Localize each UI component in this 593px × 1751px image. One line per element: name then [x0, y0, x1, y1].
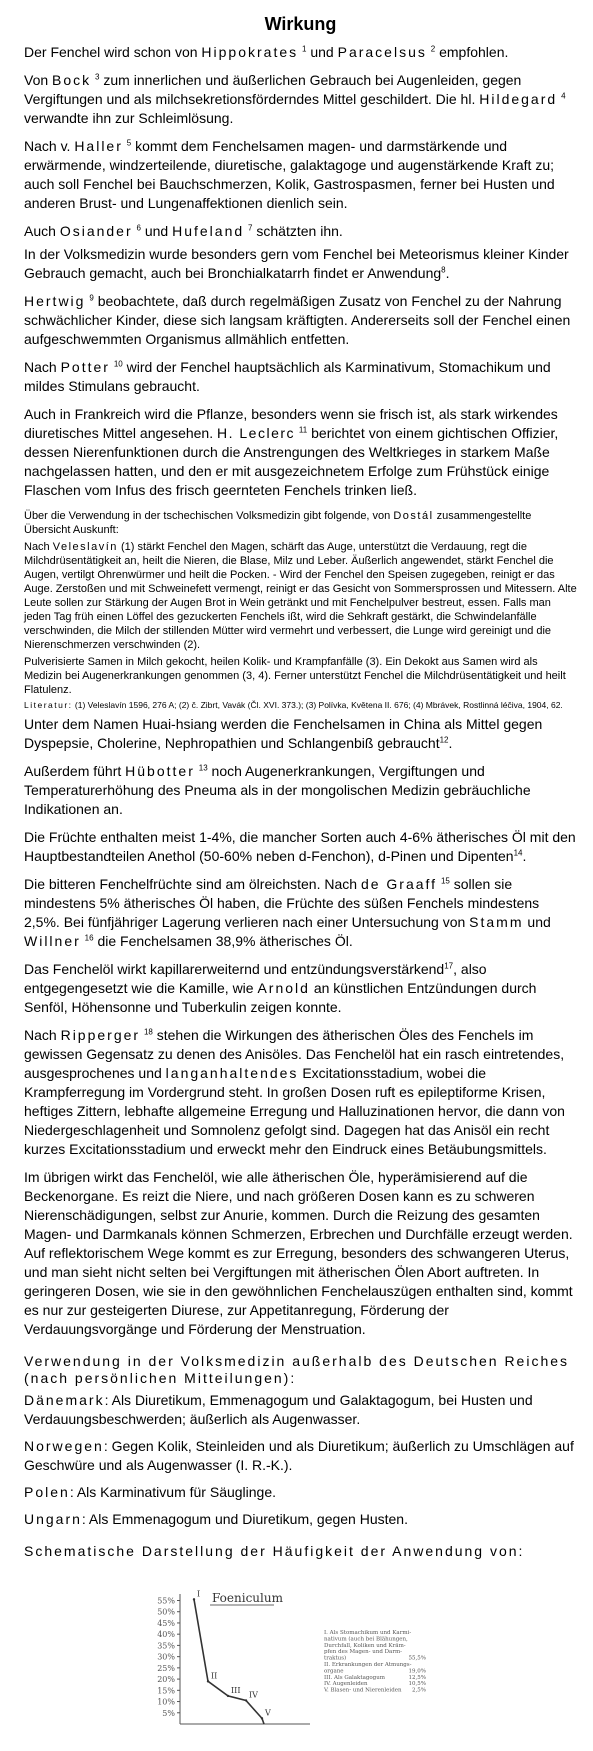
chart-y-tick-label: 5% — [162, 1708, 175, 1718]
chart-y-tick-label: 15% — [157, 1686, 175, 1696]
paragraph-9: Unter dem Namen Huai-hsiang werden die Fenchelsamen in China als Mittel gegen Dyspepsie, Cholerine, Nephropathien und Schlangenbiß gebraucht$^{12}$. — [24, 716, 543, 751]
chart-point-label: III — [231, 1685, 241, 1695]
chart-legend-line: pfen des Magen- und Darm- — [324, 1649, 403, 1656]
country-entry-hungary: Ungarn: Als Emmenagogum und Diuretikum, gegen Husten. — [24, 1511, 408, 1527]
paragraph-11: Die Früchte enthalten meist 1-4%, die mancher Sorten auch 4-6% ätherisches Öl mit den Hauptbestandteilen Anethol (50-60% neben d-Fenchon), d-Pinen und Dipenten$^{14}$. — [24, 829, 576, 864]
chart-legend-line: I. Als Stomachikum und Karmi- — [324, 1630, 412, 1636]
paragraph-8: Auch in Frankreich wird die Pflanze, besonders wenn sie frisch ist, als stark wirkendes diuretisches Mittel angesehen. H. Leclerc $^{11}$ berichtet von einem gichtischen Offizier, dessen Nierenfunktionen durch die Anstrengungen des Weltkrieges in starkem Maße nachgelassen hatten, und den er mit ausgezeichnetem Erfolge zum Frühstück einige Flaschen vom Infus des frisch geernteten Fenchels trinken ließ. — [24, 406, 559, 498]
country-entry-norway: Norwegen: Gegen Kolik, Steinleiden und als Diuretikum; äußerlich zu Umschlägen auf Geschwüre und als Augenwasser (I. R.-K.). — [24, 1438, 574, 1473]
chart-point-label: I — [197, 1589, 201, 1599]
chart-point — [227, 1695, 229, 1697]
czech-intro: Über die Verwendung in der tschechischen Volksmedizin gibt folgende, von Dostál zusammengestellte Übersicht Auskunft: — [24, 510, 532, 536]
chart-legend-value: 10,5% — [408, 1681, 426, 1688]
czech-paragraph-2: Pulverisierte Samen in Milch gekocht, heilen Kolik- und Krampfanfälle (3). Ein Dekokt aus Samen wird als Medizin bei Augenerkrankungen genommen (3, 4). Ferner unterstützt Fenchel die Milchdrüsentätigkeit und heilt Flatulenz. — [24, 656, 566, 696]
literature-note: Literatur: (1) Veleslavín 1596, 276 A; (2) č. Zibrt, Vavák (Čl. XVI. 373.); (3) Polívka, Květena II. 676; (4) Mbrávek, Rostlinná léčiva, 1904, 62. — [24, 700, 563, 710]
chart-legend-line: traktus) — [324, 1655, 347, 1662]
paragraph-2: Von Bock $^3$ zum innerlichen und äußerlichen Gebrauch bei Augenleiden, gegen Vergiftungen und als milchsekretionsförderndes Mittel geschildert. Die hl. Hildegard $^4$ verwandte ihn zur Schleimlösung. — [24, 72, 566, 126]
chart-legend-line: IV. Augenleiden — [324, 1681, 368, 1688]
chart-y-tick-label: 30% — [157, 1652, 175, 1662]
chart-legend-line: Durchfall, Koliken und Kräm- — [324, 1642, 406, 1649]
chart-title: Foeniculum — [212, 1591, 283, 1605]
frequency-chart — [150, 1588, 450, 1730]
chart-point-label: II — [211, 1671, 218, 1681]
chart-y-tick-label: 40% — [157, 1630, 175, 1640]
chart-legend-line: nativum (auch bei Blähungen, — [324, 1636, 408, 1643]
chart-y-tick-label: 20% — [157, 1675, 175, 1685]
chart-point — [245, 1699, 247, 1701]
paragraph-5: In der Volksmedizin wurde besonders gern vom Fenchel bei Meteorismus kleiner Kinder Gebrauch gemacht, auch bei Bronchialkatarrh findet er Anwendung$^8$. — [24, 246, 569, 281]
chart-point-label: V — [265, 1708, 271, 1718]
chart-y-tick-label: 35% — [157, 1641, 175, 1651]
chart-legend-line: II. Erkrankungen der Atmungs- — [324, 1662, 412, 1668]
chart-point-label: IV — [249, 1690, 258, 1700]
chart-legend-value: 2,5% — [412, 1687, 426, 1694]
page-title: Wirkung — [264, 14, 337, 34]
paragraph-4: Auch Osiander $^6$ und Hufeland $^7$ schätzten ihn. — [24, 223, 343, 239]
schema-heading: Schematische Darstellung der Häufigkeit der Anwendung von: — [24, 1543, 525, 1559]
chart-point — [261, 1717, 263, 1719]
czech-paragraph-1: Nach Veleslavín (1) stärkt Fenchel den Magen, schärft das Auge, unterstützt die Verdauung, regt die Milchdrüsentätigkeit an, heilt die Nieren, die Blase, Milz und Leber. Äußerlich angewendet, stärkt Fenchel die Augen, vertilgt Ohrenwürmer und heilt die Pocken. - Wird der Fenchel den Speisen zugegeben, reinigt er das Auge. Zerstoßen und mit Schweinefett vermengt, reinigt er das Gesicht von Sommersprossen und Mitessern. Alte Leute sollen zur Stärkung der Augen Brot in Wein getränkt und mit Fenchelpulver bestreut, essen. Falls man jeden Tag früh einen Löffel des gezuckerten Fenchels ißt, wird die Sehkraft gestärkt, die Schwindelanfälle verschwinden, die Milch der stillenden Mütter wird vermehrt und verbessert, die Lunge wird gereinigt und die Nierenschmerzen verschwinden (2). — [24, 541, 577, 651]
paragraph-12: Die bitteren Fenchelfrüchte sind am ölreichsten. Nach de Graaff $^{15}$ sollen sie mindestens 5% ätherisches Öl haben, die Früchte des süßen Fenchels mindestens 2,5%. Bei fünfjähriger Lagerung verlieren nach einer Untersuchung von Stamm und Willner $^{16}$ die Fenchelsamen 38,9% ätherisches Öl. — [24, 876, 551, 949]
country-entry-denmark: Dänemark: Als Diuretikum, Emmenagogum und Galaktagogum, bei Husten und Verdauungsbeschwerden; äußerlich als Augenwasser. — [24, 1392, 533, 1427]
chart-legend-value: 12,5% — [408, 1674, 426, 1681]
paragraph-1: Der Fenchel wird schon von Hippokrates $^1$ und Paracelsus $^2$ empfohlen. — [24, 44, 509, 60]
folk-medicine-heading: Verwendung in der Volksmedizin außerhalb des Deutschen Reiches (nach persönlichen Mitteilungen): — [24, 1353, 570, 1386]
chart-point — [207, 1680, 209, 1682]
paragraph-7: Nach Potter $^{10}$ wird der Fenchel hauptsächlich als Karminativum, Stomachikum und mildes Stimulans gebraucht. — [24, 359, 551, 394]
chart-y-tick-label: 55% — [157, 1596, 175, 1606]
chart-legend-line: organe — [324, 1668, 344, 1675]
paragraph-6: Hertwig $^9$ beobachtete, daß durch regelmäßigen Zusatz von Fenchel zu der Nahrung schwächlicher Kinder, diese sich langsam kräftigten. Andererseits soll der Fenchel einen aufgeschwemmten Organismus allmählich entfetten. — [24, 293, 571, 347]
country-entry-poland: Polen: Als Karminativum für Säuglinge. — [24, 1484, 277, 1500]
chart-legend-line: V. Blasen- und Nierenleiden — [324, 1687, 402, 1694]
paragraph-13: Das Fenchelöl wirkt kapillarerweiternd und entzündungsverstärkend$^{17}$, also entgegengesetzt wie die Kamille, wie Arnold an künstlichen Entzündungen durch Senföl, Höhensonne und Tuberkulin zeigen konnte. — [24, 961, 537, 1015]
chart-legend-value: 55,5% — [408, 1655, 426, 1662]
chart-y-tick-label: 10% — [157, 1697, 175, 1707]
paragraph-15: Im übrigen wirkt das Fenchelöl, wie alle ätherischen Öle, hyperämisierend auf die Beckenorgane. Es reizt die Niere, und nach größeren Dosen kann es zu schweren Nierenschädigungen, selbst zur Anurie, kommen. Durch die Reizung des gesamten Magen- und Darmkanals können Schmerzen, Erbrechen und Durchfälle erzeugt werden. Auf reflektorischem Wege kommt es zur Erregung, besonders des schwangeren Uterus, und man sieht nicht selten bei Vergiftungen mit ätherischen Ölen Abort auftreten. In geringeren Dosen, wie sie in den gewöhnlichen Fenchelauszügen enthalten sind, kommt es nur zur gesteigerten Diurese, zur Appetitanregung, Förderung der Verdauungsvorgänge und Förderung der Menstruation. — [24, 1169, 573, 1337]
paragraph-14: Nach Ripperger $^{18}$ stehen die Wirkungen des ätherischen Öles des Fenchels im gewissen Gegensatz zu denen des Anisöles. Das Fenchelöl hat ein rasch eintretendes, ausgesprochenes und langanhaltendes Excitationsstadium, wobei die Krampferregung im Vordergrund steht. In großen Dosen ruft es epileptiforme Krisen, heftiges Zittern, lebhafte allgemeine Erregung und Halluzinationen hervor, die dann von Niedergeschlagenheit und Somnolenz gefolgt sind. Dagegen hat das Anisöl ein recht kurzes Excitationsstadium und erweckt mehr den Eindruck eines Betäubungsmittels. — [24, 1027, 565, 1157]
chart-series-line — [194, 1599, 264, 1724]
chart-y-tick-label: 45% — [157, 1618, 175, 1628]
chart-y-tick-label: 50% — [157, 1607, 175, 1617]
paragraph-3: Nach v. Haller $^5$ kommt dem Fenchelsamen magen- und darmstärkende und erwärmende, windzerteilende, diuretische, galaktagoge und augenstärkende Kraft zu; auch soll Fenchel bei Bauchschmerzen, Kolik, Gastrospasmen, ferner bei Husten und anderen Brust- und Lungenaffektionen dienlich sein. — [24, 138, 555, 211]
chart-legend-line: III. Als Galaktagogum — [324, 1674, 385, 1681]
chart-legend-value: 19,0% — [408, 1668, 426, 1675]
chart-svg — [150, 1588, 450, 1730]
chart-y-tick-label: 25% — [157, 1663, 175, 1673]
chart-point — [193, 1598, 195, 1600]
paragraph-10: Außerdem führt Hübotter $^{13}$ noch Augenerkrankungen, Vergiftungen und Temperaturerhöhung des Pneuma als in der mongolischen Medizin gebräuchliche Indikationen an. — [24, 763, 531, 817]
